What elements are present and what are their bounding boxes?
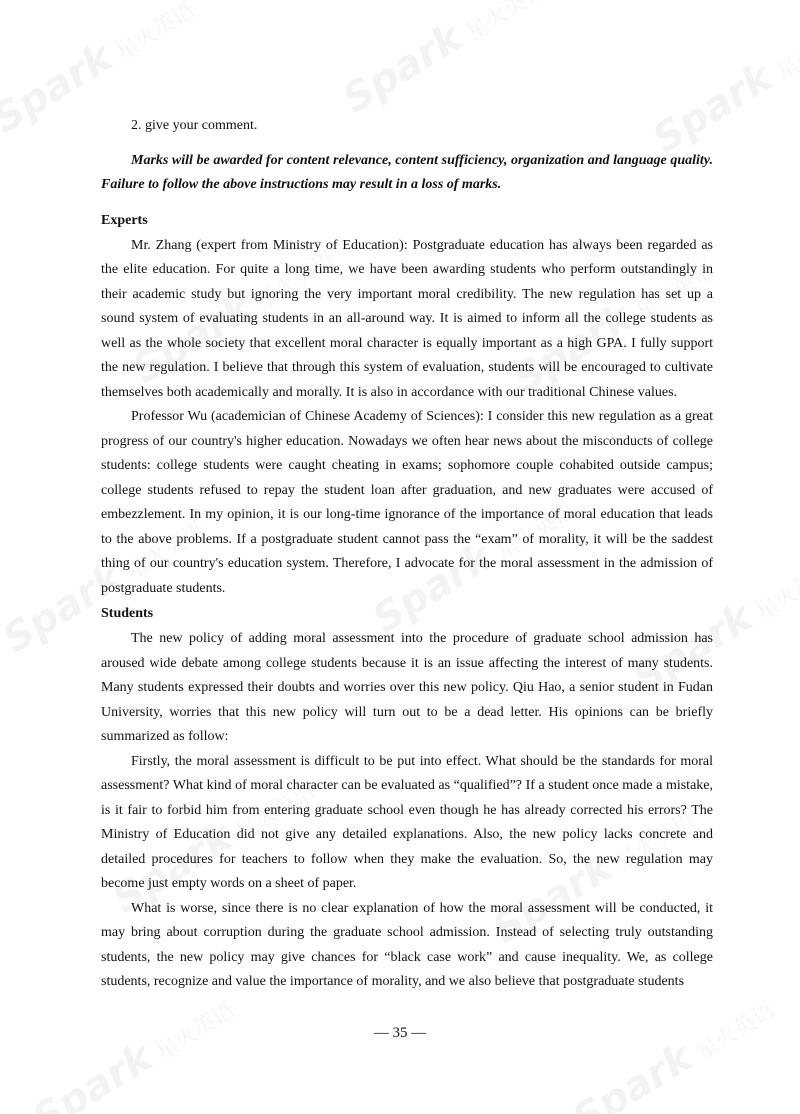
section-heading-students: Students — [101, 606, 154, 621]
section-heading-experts: Experts — [101, 212, 148, 228]
expert-paragraph: Professor Wu (academician of Chinese Academy of Sciences): I consider this new regulation as a great progress of our country's higher education. Nowadays we often hear news about the misconducts of college students: college students were caught cheating in exams; sophomore couple cohabited outside campus; college students refused to repay the student loan after graduation, and new graduates were accused of embezzlement. In my opinion, it is our long-time ignorance of the importance of moral education that leads to the above problems. If a postgraduate student cannot pass the “exam” of morality, it will be the saddest thing of our country's education system. Therefore, I advocate for the moral assessment in the admission of postgraduate students. — [101, 409, 713, 596]
student-paragraph: The new policy of adding moral assessment into the procedure of graduate school admission has aroused wide debate among college students because it is an issue affecting the interest of many students. Many students expressed their doubts and worries over this new policy. Qiu Hao, a senior student in Fudan University, worries that this new policy will turn out to be a dead letter. His opinions can be briefly summarized as follow: — [101, 631, 713, 744]
student-paragraph: What is worse, since there is no clear explanation of how the moral assessment will be conducted, it may bring about corruption during the graduate school admission. Instead of selecting truly outstanding students, the new policy may give chances for “black case work” and cause inequality. We, as college students, recognize and value the importance of morality, and we also believe that postgraduate students — [101, 900, 713, 989]
watermark — [565, 983, 782, 1114]
instruction-item: 2. give your comment. — [131, 118, 258, 133]
watermark — [335, 0, 552, 123]
student-paragraph: Firstly, the moral assessment is difficult to be put into effect. What should be the standards for moral assessment? What kind of moral character can be evaluated as “qualified”? If a student once made a mistake, is it fair to forbid him from entering graduate school even though he has already corrected his errors? The Ministry of Education did not give any detailed explanations. Also, the new policy lacks concrete and detailed procedures for teachers to follow when they make the evaluation. So, the new regulation may become just empty words on a sheet of paper. — [101, 753, 713, 891]
page-number: — 35 — — [373, 1025, 427, 1041]
document-body — [101, 114, 713, 995]
expert-paragraph: Mr. Zhang (expert from Ministry of Education): Postgraduate education has always been regarded as the elite education. For quite a long time, we have been awarding students who perform outstandingly in their academic study but ignoring the very important moral credibility. The new regulation has set up a sound system of evaluating students in an all-around way. It is aimed to inform all the college students as well as the whole society that excellent moral character is equally important as a high GPA. I fully support the new regulation. I believe that through this system of evaluation, students will be encouraged to cultivate themselves both academically and morally. It is also in accordance with our traditional Chinese values. — [101, 237, 713, 400]
watermark — [25, 983, 242, 1114]
marking-notice: Marks will be awarded for content relevance, content sufficiency, organization and language quality. Failure to follow the above instructions may result in a loss of marks. — [101, 152, 713, 192]
